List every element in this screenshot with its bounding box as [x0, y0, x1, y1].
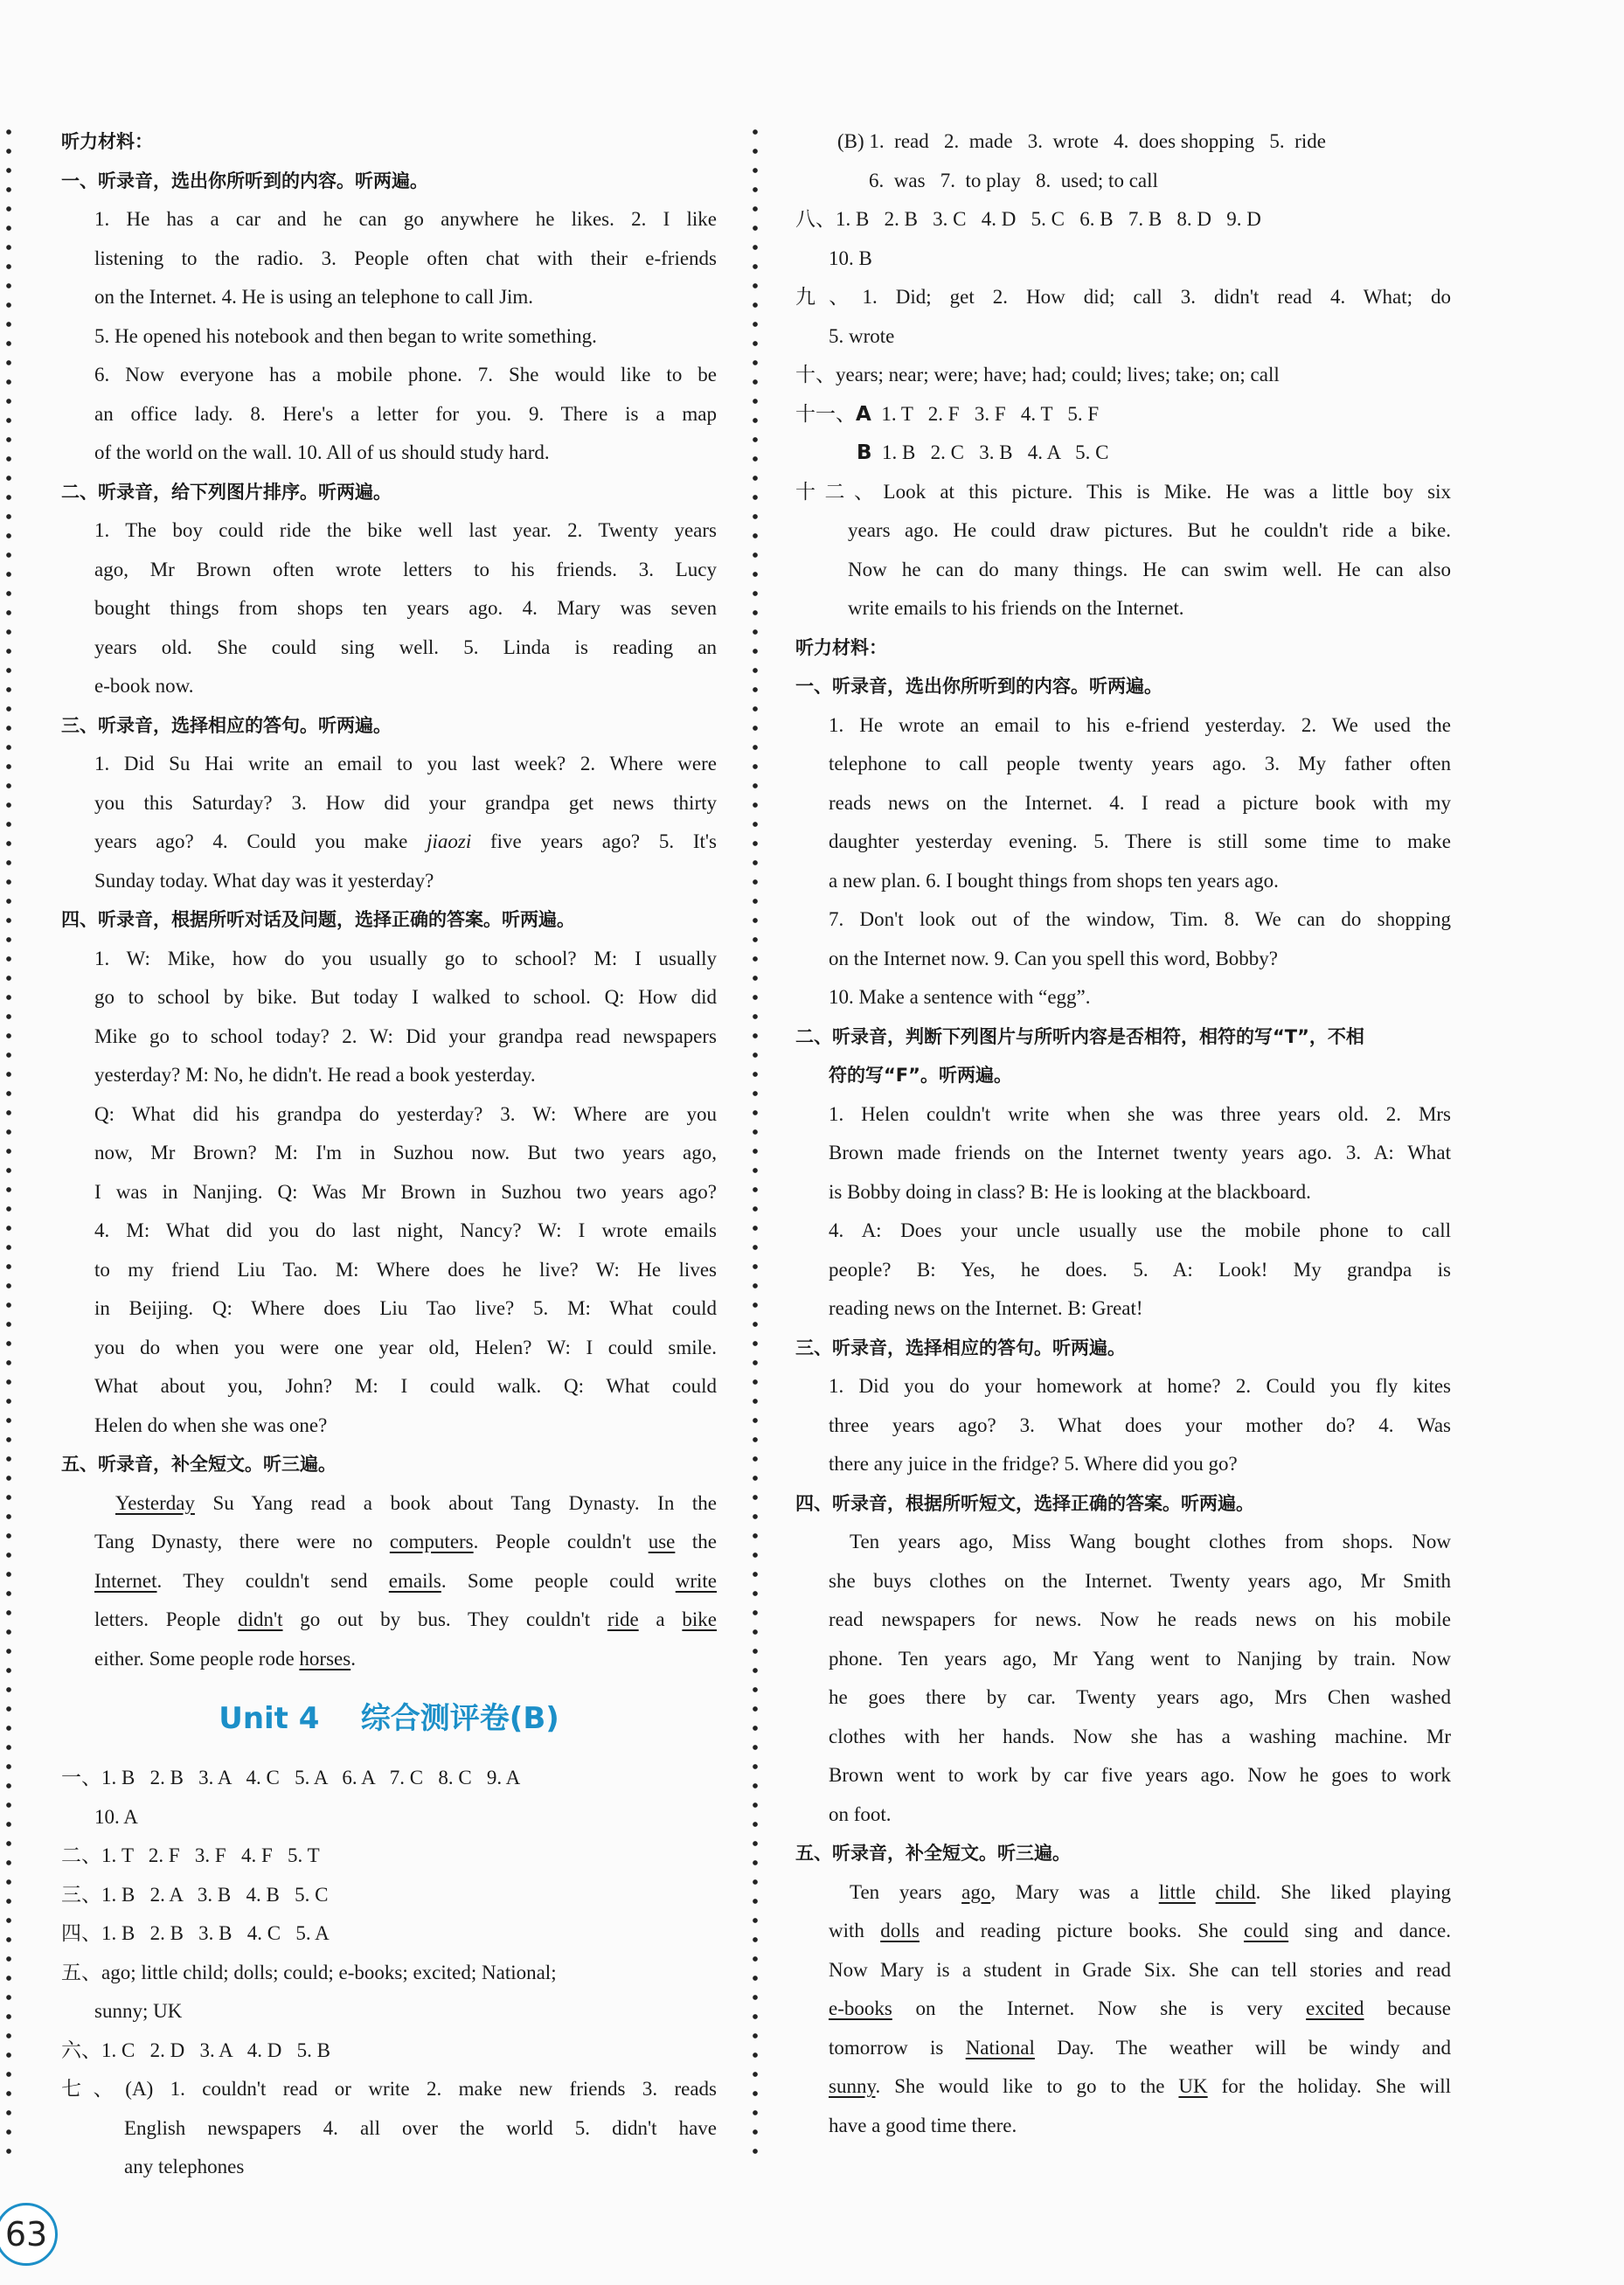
answer-line: 四、1. B 2. B 3. B 4. C 5. A	[61, 1922, 330, 1944]
answer-line: 10. A	[94, 1805, 138, 1828]
answer-line: 九、1. Did; get 2. How did; call 3. didn't read 4. What; do	[795, 286, 1451, 308]
text-line: yesterday? M: No, he didn't. He read a book yesterday.	[94, 1064, 536, 1086]
text-span: five years ago? 5. It's	[471, 830, 717, 852]
text-line: 4. A: Does your uncle usually use the mobile phone to call	[829, 1219, 1451, 1241]
text-line: Helen do when she was one?	[94, 1413, 328, 1436]
text-line: Now Mary is a student in Grade Six. She can tell stories and read	[829, 1958, 1451, 1981]
text-line: 1. Did you do your homework at home? 2. Could you fly kites	[829, 1375, 1451, 1397]
text-line: in Beijing. Q: Where does Liu Tao live? 5. M: What could	[94, 1297, 717, 1319]
answer-line: 五、ago; little child; dolls; could; e-books; excited; National;	[61, 1961, 557, 1983]
text-line: Q: What did his grandpa do yesterday? 3. W: Where are you	[94, 1102, 717, 1125]
text-line: Mike go to school today? 2. W: Did your grandpa read newspapers	[94, 1024, 717, 1047]
text-line: to my friend Liu Tao. M: Where does he live? W: He lives	[94, 1258, 717, 1281]
text-span: for the holiday. She will	[1207, 2075, 1451, 2097]
answer-line	[795, 473, 1451, 512]
filled-word: use	[648, 1531, 676, 1552]
text-line: 7. Don't look out of the window, Tim. 8. We can do shopping	[829, 908, 1451, 930]
answer-line: Now he can do many things. He can swim well. He can also	[848, 558, 1451, 580]
part-label: B	[857, 441, 872, 464]
answer-text: 1. B 2. C 3. B 4. A 5. C	[871, 441, 1109, 463]
text-span: .	[350, 1647, 356, 1670]
answer-line: 七、(A) 1. couldn't read or write 2. make new friends 3. reads	[61, 2078, 717, 2100]
answer-prefix: 十二、	[795, 480, 884, 503]
text-span: and reading picture books. She	[919, 1920, 1245, 1941]
filled-word: child	[1215, 1880, 1256, 1903]
text-line: three years ago? 3. What does your mother do? 4. Was	[829, 1413, 1451, 1436]
text-line: have a good time there.	[829, 2114, 1017, 2136]
answer-prefix: 十一、	[795, 402, 856, 425]
fill-text-line	[795, 1912, 1451, 1951]
section-heading: 一、听录音，选出你所听到的内容。听两遍。	[61, 170, 428, 191]
text-span: . People couldn't	[473, 1531, 649, 1552]
text-line: you this Saturday? 3. How did your grandpa get news thirty	[94, 791, 717, 814]
text-line: 1. He has a car and he can go anywhere he likes. 2. I like	[94, 208, 717, 230]
answer-line: 二、1. T 2. F 3. F 4. F 5. T	[61, 1844, 320, 1866]
filled-word: bike	[682, 1608, 718, 1630]
section-heading: 三、听录音，选择相应的答句。听两遍。	[61, 714, 392, 736]
answer-line: 六、1. C 2. D 3. A 4. D 5. B	[61, 2038, 330, 2061]
text-line: 10. Make a sentence with “egg”.	[829, 986, 1091, 1008]
text-line: on foot.	[829, 1802, 892, 1825]
fill-text-line	[795, 2067, 1451, 2107]
text-line: 5. He opened his notebook and then began to write something.	[94, 324, 597, 347]
center-binding-dots	[752, 122, 759, 2159]
answer-line: 一、1. B 2. B 3. A 4. C 5. A 6. A 7. C 8. C 9. A	[61, 1767, 521, 1788]
text-line: daughter yesterday evening. 5. There is still some time to make	[829, 830, 1451, 852]
answer-line: 10. B	[829, 247, 872, 269]
text-span: Day. The weather will be windy and	[1034, 2036, 1451, 2059]
text-line: of the world on the wall. 10. All of us should study hard.	[94, 441, 550, 463]
text-line: phone. Ten years ago, Mr Yang went to Nanjing by train. Now	[829, 1647, 1451, 1670]
text-line: an office lady. 8. Here's a letter for you. 9. There is a map	[94, 402, 717, 425]
text-line	[61, 823, 717, 862]
text-line: bought things from shops ten years ago. 4. Mary was seven	[94, 597, 717, 619]
answer-text: 1. T 2. F 3. F 4. T 5. F	[871, 402, 1100, 425]
text-line: reads news on the Internet. 4. I read a picture book with my	[829, 791, 1451, 814]
text-line: telephone to call people twenty years ago. 3. My father often	[829, 753, 1451, 774]
text-line: years old. She could sing well. 5. Linda is reading an	[94, 635, 717, 658]
section-heading: 二、听录音，给下列图片排序。听两遍。	[61, 481, 392, 503]
text-line: a new plan. 6. I bought things from shops ten years ago.	[829, 869, 1279, 892]
filled-word: could	[1244, 1920, 1289, 1941]
text-span: sing and dance.	[1288, 1920, 1451, 1941]
answer-text: Look at this picture. This is Mike. He was a little boy six	[883, 480, 1452, 503]
filled-word: dolls	[880, 1920, 920, 1941]
text-line: read newspapers for news. Now he reads news on his mobile	[829, 1608, 1451, 1630]
answer-line: 三、1. B 2. A 3. B 4. B 5. C	[61, 1883, 329, 1906]
filled-word: horses	[299, 1647, 351, 1670]
text-span: Su Yang read a book about Tang Dynasty. In the	[194, 1491, 717, 1514]
fill-text-line	[61, 1484, 717, 1524]
text-span: a	[638, 1608, 683, 1630]
text-span: . Some people could	[441, 1569, 676, 1592]
filled-word: National	[965, 2036, 1035, 2059]
text-line: e-book now.	[94, 675, 194, 697]
text-line: on the Internet now. 9. Can you spell this word, Bobby?	[829, 947, 1279, 969]
fill-text-line	[61, 1523, 717, 1562]
text-line: What about you, John? M: I could walk. Q: What could	[94, 1375, 717, 1397]
filled-word: ride	[607, 1608, 639, 1630]
filled-word: little	[1158, 1880, 1196, 1903]
fill-text-line	[795, 1873, 1451, 1913]
text-span: Tang Dynasty, there were no	[94, 1531, 390, 1552]
text-line: there any juice in the fridge? 5. Where did you go?	[829, 1453, 1238, 1475]
text-span: , Mary was a	[990, 1880, 1159, 1903]
answer-line: write emails to his friends on the Internet.	[848, 597, 1184, 619]
section-heading: 一、听录音，选出你所听到的内容。听两遍。	[795, 676, 1162, 697]
filled-word: write	[675, 1569, 718, 1592]
text-line: Brown made friends on the Internet twenty years ago. 3. A: What	[829, 1142, 1451, 1163]
text-line: ago, Mr Brown often wrote letters to his friends. 3. Lucy	[94, 558, 717, 580]
answer-line: 十、years; near; were; have; had; could; lives; take; on; call	[795, 364, 1280, 385]
material-title: 听力材料：	[61, 131, 153, 152]
text-line: Ten years ago, Miss Wang bought clothes from shops. Now	[850, 1531, 1451, 1552]
text-span: . She would like to go to the	[875, 2075, 1179, 2097]
page-number-badge: 63	[0, 2203, 58, 2266]
text-line: go to school by bike. But today I walked to school. Q: How did	[94, 986, 717, 1008]
text-line: you do when you were one year old, Helen? W: I could smile.	[94, 1336, 717, 1358]
filled-word: didn't	[238, 1608, 283, 1630]
answer-line	[795, 434, 1451, 473]
text-span: tomorrow is	[829, 2036, 966, 2059]
text-line: Sunday today. What day was it yesterday?	[94, 869, 434, 892]
filled-word: UK	[1178, 2075, 1208, 2097]
section-heading: 三、听录音，选择相应的答句。听两遍。	[795, 1337, 1126, 1358]
text-line: I was in Nanjing. Q: Was Mr Brown in Suzhou two years ago?	[94, 1180, 717, 1203]
text-span: Ten years	[850, 1880, 962, 1903]
text-line: reading news on the Internet. B: Great!	[829, 1297, 1143, 1319]
fill-text-line	[795, 1990, 1451, 2029]
text-line: he goes there by car. Twenty years ago, Mrs Chen washed	[829, 1686, 1451, 1708]
answer-line: English newspapers 4. all over the world 5. didn't have	[124, 2116, 717, 2139]
filled-word: computers	[389, 1531, 474, 1552]
italic-word: jiaozi	[427, 830, 472, 852]
text-span: because	[1364, 1997, 1451, 2019]
text-line: 1. W: Mike, how do you usually go to school? M: I usually	[94, 947, 717, 969]
text-span: on the Internet. Now she is very	[892, 1997, 1307, 2019]
section-heading: 五、听录音，补全短文。听三遍。	[61, 1454, 337, 1475]
fill-text-line	[61, 1601, 717, 1640]
text-span	[1196, 1881, 1216, 1903]
section-heading: 四、听录音，根据所听对话及问题，选择正确的答案。听两遍。	[61, 909, 575, 930]
text-span: . She liked playing	[1255, 1880, 1451, 1903]
text-span: either. Some people rode	[94, 1647, 300, 1670]
text-span: letters. People	[94, 1608, 239, 1630]
answer-line: years ago. He could draw pictures. But he couldn't ride a bike.	[848, 519, 1451, 541]
unit-title: Unit 4 综合测评卷(B)	[219, 1701, 559, 1736]
text-line: people? B: Yes, he does. 5. A: Look! My grandpa is	[829, 1258, 1451, 1281]
text-line: is Bobby doing in class? B: He is looking at the blackboard.	[829, 1180, 1311, 1203]
section-heading: 五、听录音，补全短文。听三遍。	[795, 1843, 1071, 1864]
fill-text-line	[795, 2029, 1451, 2068]
filled-word: sunny	[829, 2075, 876, 2097]
left-binding-dots	[5, 122, 12, 2159]
text-line: 6. Now everyone has a mobile phone. 7. She would like to be	[94, 364, 717, 385]
answer-line: 八、1. B 2. B 3. C 4. D 5. C 6. B 7. B 8. D 9. D	[795, 208, 1261, 230]
text-line: 4. M: What did you do last night, Nancy? W: I wrote emails	[94, 1219, 717, 1241]
text-line: now, Mr Brown? M: I'm in Suzhou now. But two years ago,	[94, 1142, 717, 1163]
answer-line: (B) 1. read 2. made 3. wrote 4. does shopping 5. ride	[837, 130, 1326, 152]
left-column	[61, 122, 717, 2187]
text-line: Brown went to work by car five years ago. Now he goes to work	[829, 1764, 1451, 1786]
right-column	[795, 122, 1451, 2145]
filled-word: emails	[388, 1569, 441, 1592]
text-line: on the Internet. 4. He is using an telephone to call Jim.	[94, 286, 534, 308]
filled-word: Yesterday	[115, 1491, 195, 1514]
filled-word: e-books	[829, 1997, 892, 2019]
answer-line: sunny; UK	[94, 2000, 183, 2022]
text-line: 1. Did Su Hai write an email to you last week? 2. Where were	[94, 753, 717, 774]
text-line: 1. Helen couldn't write when she was three years old. 2. Mrs	[829, 1102, 1451, 1125]
section-heading: 四、听录音，根据所听短文，选择正确的答案。听两遍。	[795, 1492, 1254, 1514]
filled-word: excited	[1306, 1997, 1364, 2019]
answer-line	[795, 395, 1451, 434]
answer-line: 6. was 7. to play 8. used; to call	[869, 169, 1158, 191]
text-span: years ago? 4. Could you make	[94, 830, 427, 852]
section-heading: 符的写“F”。听两遍。	[829, 1065, 1012, 1086]
text-span: the	[675, 1531, 717, 1552]
section-heading: 二、听录音，判断下列图片与所听内容是否相符，相符的写“T”，不相	[795, 1025, 1364, 1047]
filled-word: Internet	[94, 1569, 157, 1592]
text-line: she buys clothes on the Internet. Twenty years ago, Mr Smith	[829, 1569, 1451, 1592]
material-title: 听力材料：	[795, 636, 887, 658]
filled-word: ago	[961, 1880, 991, 1903]
answer-line: 5. wrote	[829, 324, 895, 347]
fill-text-line	[61, 1640, 717, 1679]
text-span: go out by bus. They couldn't	[282, 1608, 607, 1630]
text-span: . They couldn't send	[156, 1569, 389, 1592]
text-span: with	[829, 1920, 881, 1941]
fill-text-line	[61, 1562, 717, 1601]
text-line: listening to the radio. 3. People often chat with their e-friends	[94, 247, 717, 269]
part-label: A	[856, 402, 871, 426]
text-line: 1. He wrote an email to his e-friend yesterday. 2. We used the	[829, 713, 1451, 736]
text-line: 1. The boy could ride the bike well last year. 2. Twenty years	[94, 519, 717, 541]
answer-line: any telephones	[124, 2156, 245, 2177]
text-line: clothes with her hands. Now she has a washing machine. Mr	[829, 1725, 1451, 1747]
